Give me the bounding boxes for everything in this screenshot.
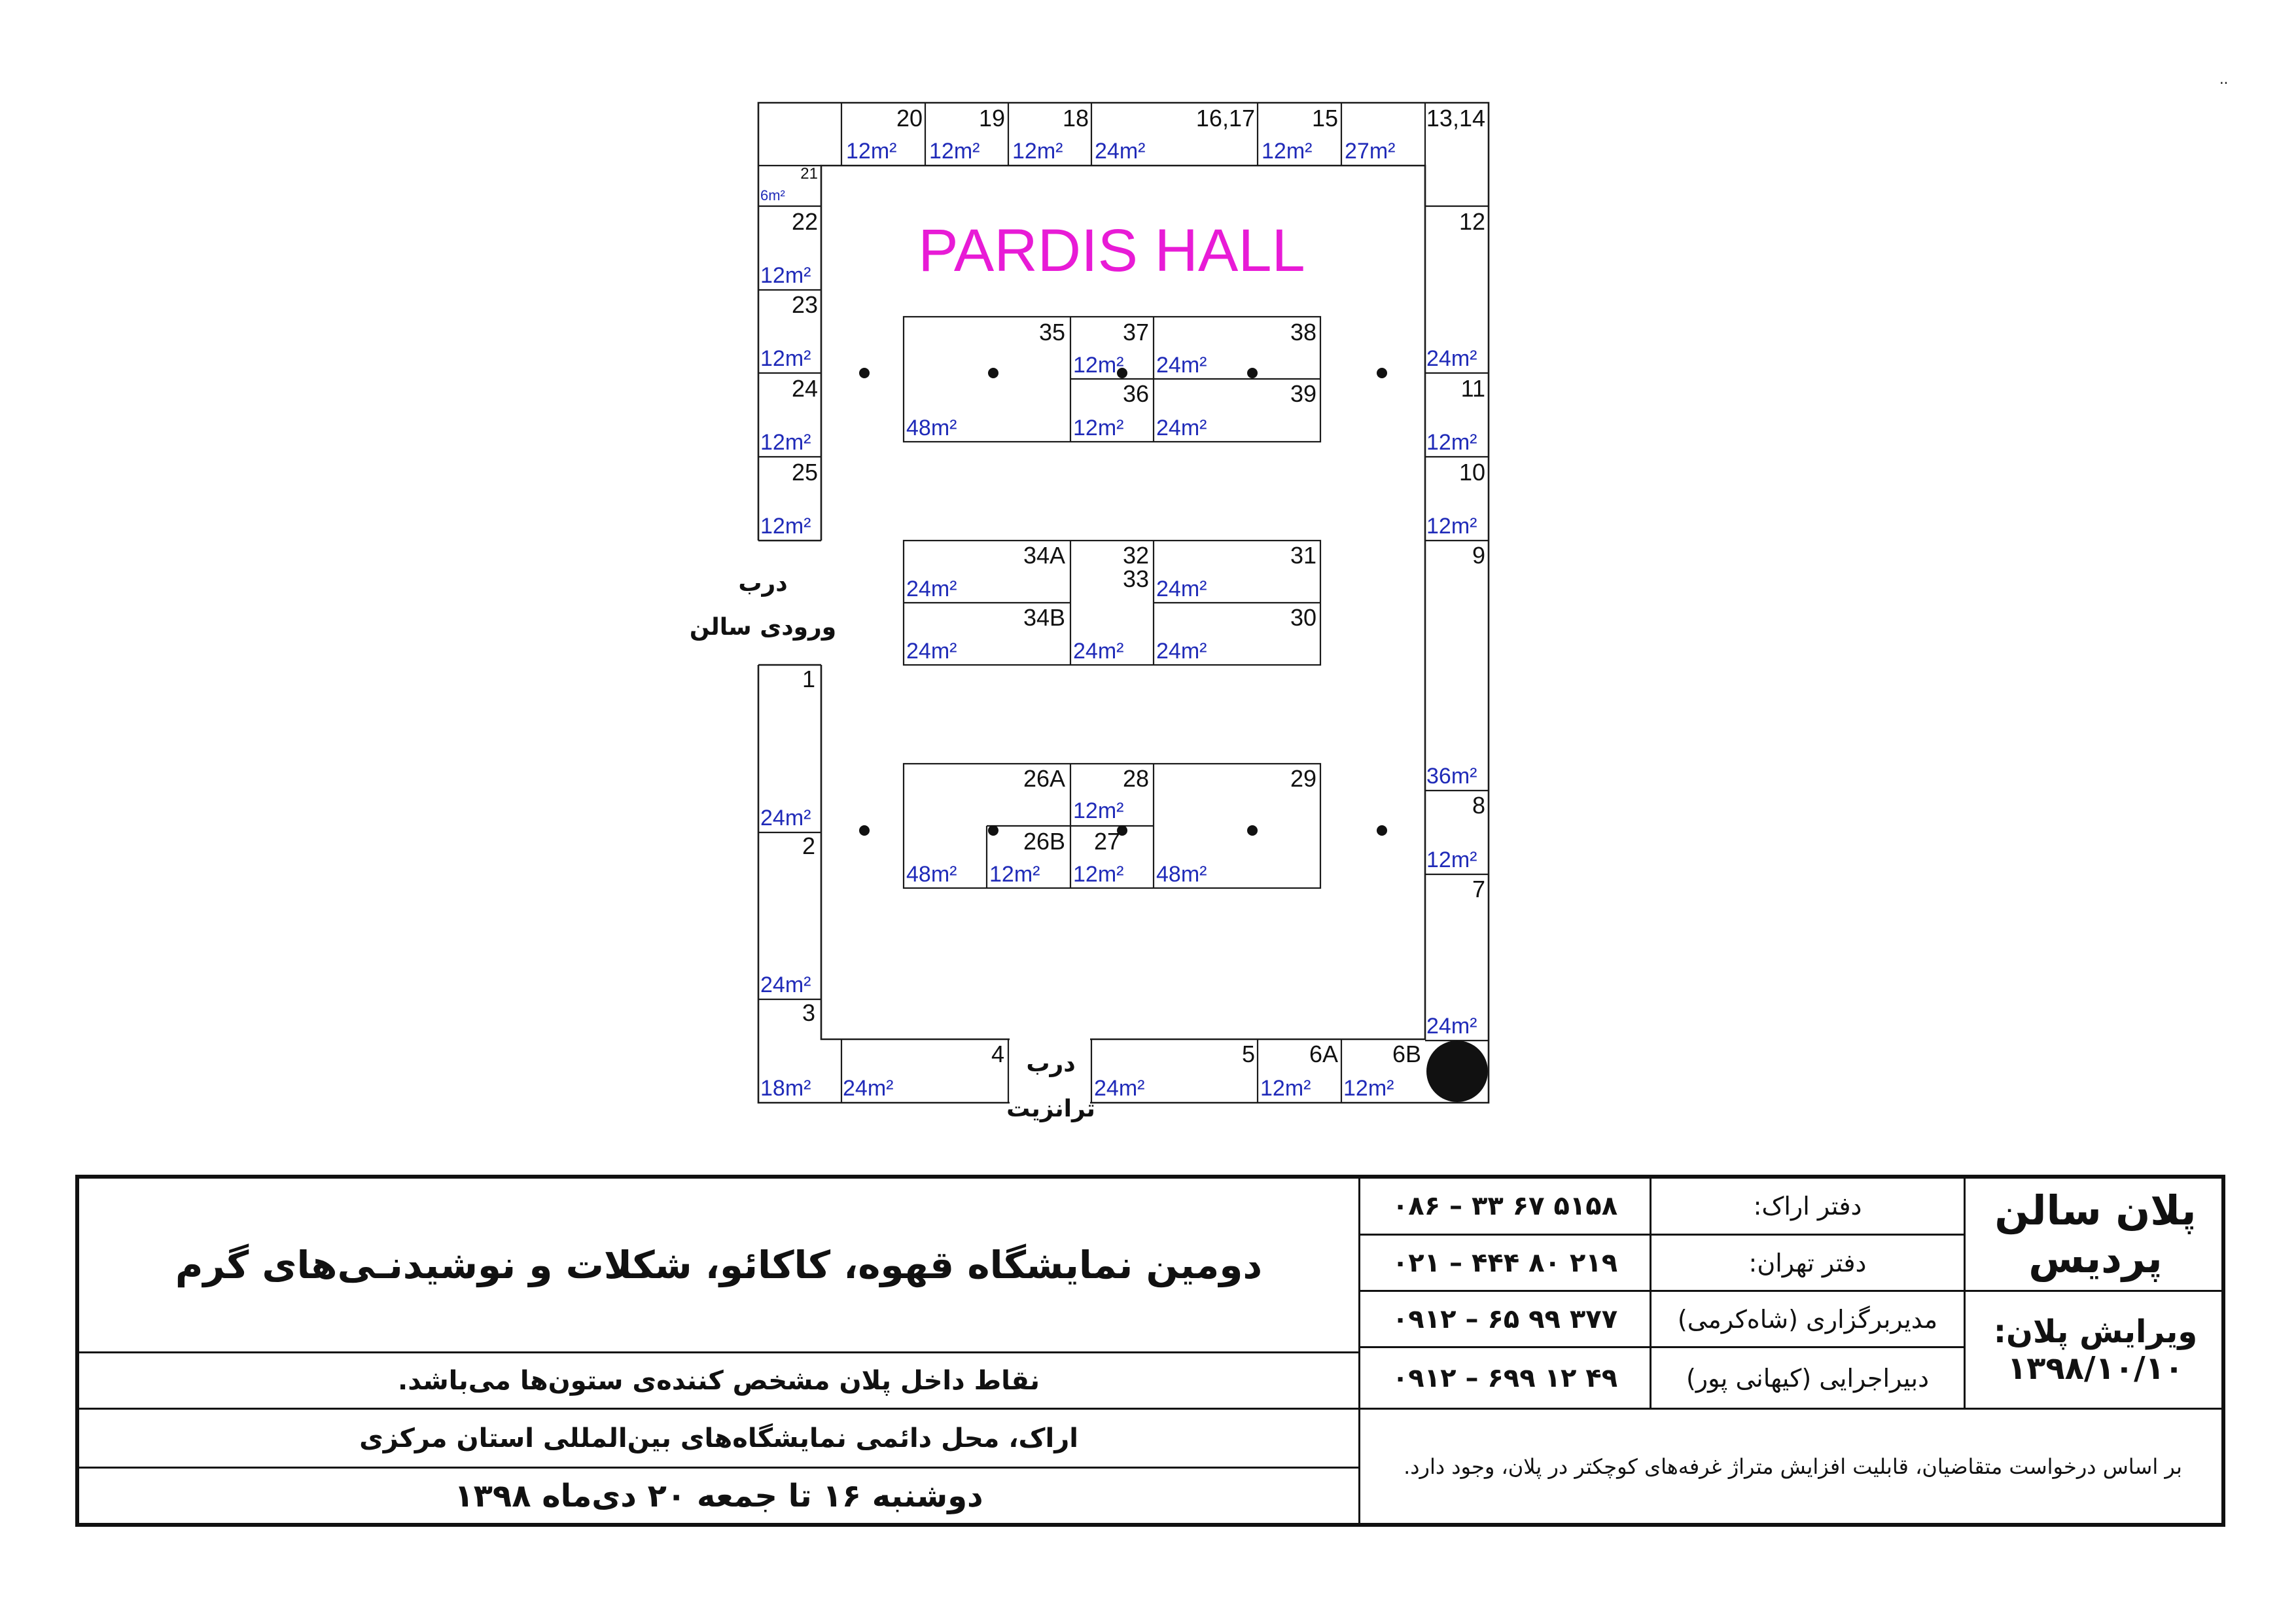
booth-area: 24m² [1073,639,1124,664]
booth-area: 12m² [989,862,1040,887]
booth-number: 20 [896,105,923,132]
expansion-note: بر اساس درخواست متقاضیان، قابلیت افزایش متراژ غرفه‌های کوچکتر در پلان، وجود دارد. [1404,1454,2182,1479]
booth-area: 12m² [1260,1076,1311,1101]
booth-area: 24m² [1426,346,1477,371]
booth-area: 12m² [1073,798,1124,823]
booth-area: 12m² [1012,139,1063,164]
booth-area: 12m² [1073,416,1124,440]
booth-area: 12m² [760,263,811,288]
corner-mark: .. [2219,70,2229,88]
svg-text:ترانزیت: ترانزیت [1006,1096,1095,1122]
booth-number: 21 [800,165,818,183]
booth-number: 10 [1458,459,1485,486]
booth-area: 12m² [1426,430,1477,455]
booth-number: 26B [1023,828,1065,855]
booth-number: 38 [1290,319,1316,346]
contact-label: دبیراجرایی (کیهانی پور) [1686,1363,1930,1393]
booth-area: 48m² [906,416,957,440]
booth-area: 36m² [1426,764,1477,789]
booth-area: 24m² [1095,139,1146,164]
booth-area: 24m² [1156,353,1207,378]
booth-area: 12m² [1343,1076,1394,1101]
booth-number: 23 [791,291,818,318]
booth-area: 24m² [843,1076,894,1101]
svg-text:درب: درب [1026,1050,1076,1077]
contact-phone: ۰۸۶ – ۳۳ ۶۷ ۵۱۵۸ [1392,1191,1618,1221]
booth-area: 24m² [906,639,957,664]
plan-title-line2: پردیس [2028,1234,2163,1282]
contact-phone: ۰۲۱ – ۴۴۴ ۸۰ ۲۱۹ [1392,1247,1618,1278]
columns-note: نقاط داخل پلان مشخص کننده‌ی ستون‌ها می‌باشد. [398,1365,1040,1396]
booth-area: 24m² [760,972,811,997]
top-row-labels [846,105,1485,164]
booth-number: 19 [978,105,1005,132]
booth-number: 16,17 [1195,105,1255,132]
booth-number: 1 [802,666,815,692]
booth-number: 13,14 [1426,105,1485,132]
exhibition-name: دومین نمایشگاه قهوه، کاکائو، شکلات و نوشیدنـی‌های گرم [175,1243,1263,1287]
booth-number: 24 [791,375,818,402]
booth-number: 36 [1122,380,1149,407]
booth-number: 34B [1023,604,1065,631]
svg-text:درب: درب [738,570,788,597]
booth-number: 26A [1023,765,1065,792]
plan-title [1966,1179,2225,1290]
booth-number: 22 [791,208,818,235]
booth-number: 39 [1290,380,1316,407]
booth-area: 12m² [1426,847,1477,872]
booth-number: 15 [1311,105,1338,132]
booth-area: 6m² [760,187,785,204]
booth-number: 2 [802,832,815,859]
contact-label: دفتر تهران: [1748,1248,1867,1277]
venue: اراک، محل دائمی نمایشگاه‌های بین‌المللی استان مرکزی [359,1423,1078,1454]
entrance-door-label [690,570,836,641]
booth-area: 12m² [1262,139,1313,164]
booth-number: 4 [991,1041,1004,1067]
booth-area: 24m² [1156,577,1207,601]
booth-area: 48m² [906,862,957,887]
booth-area: 12m² [760,430,811,455]
booth-area: 24m² [1156,416,1207,440]
booth-area: 12m² [760,514,811,539]
booth-number: 11 [1460,375,1485,402]
booth-area: 48m² [1156,862,1207,887]
booth-number: 6B [1392,1041,1421,1067]
booth-area: 27m² [1345,139,1396,164]
booth-area: 12m² [846,139,897,164]
booth-area: 12m² [1426,514,1477,539]
right-column-labels [1426,208,1485,1039]
bottom-row-labels [843,1041,1421,1101]
hall-title: PARDIS HALL [918,217,1305,284]
column-markers [859,368,1488,1102]
booth-area: 12m² [1073,353,1124,378]
booth-number: 32 [1122,542,1149,569]
large-column-marker [1426,1041,1488,1102]
booth-number: 34A [1023,542,1065,569]
contact-phone: ۰۹۱۲ – ۶۵ ۹۹ ۳۷۷ [1392,1304,1618,1334]
booth-area: 12m² [929,139,980,164]
booth-area: 12m² [760,346,811,371]
edition-label: ویرایش پلان: [1993,1313,2198,1350]
booth-number: 12 [1458,208,1485,235]
booth-number: 27 [1093,828,1120,855]
exhibition-dates: دوشنبه ۱۶ تا جمعه ۲۰ دی‌ماه ۱۳۹۸ [454,1477,983,1514]
plan-title-line1: پلان سالن [1994,1186,2197,1234]
booth-number: 37 [1122,319,1149,346]
booth-number: 5 [1241,1041,1255,1067]
transit-door-label [1006,1050,1095,1122]
contact-label: مدیربرگزاری (شاه‌کرمی) [1677,1304,1938,1334]
booth-area: 24m² [1426,1014,1477,1039]
booth-number: 30 [1290,604,1316,631]
right-booth-dividers [1425,206,1489,1041]
contact-label: دفتر اراک: [1753,1192,1862,1221]
booth-number: 9 [1472,542,1485,569]
booth-number: 31 [1290,542,1316,569]
plan-edition [1966,1292,2225,1408]
booth-number: 33 [1122,565,1149,592]
booth-number: 6A [1309,1041,1338,1067]
booth-number: 3 [802,999,815,1026]
booth-number: 7 [1472,876,1485,902]
booth-number: 25 [791,459,818,486]
booth-area: 24m² [906,577,957,601]
contact-phone: ۰۹۱۲ – ۶۹۹ ۱۲ ۴۹ [1392,1363,1618,1393]
booth-number: 18 [1062,105,1089,132]
title-block [75,1175,2225,1527]
booth-number: 28 [1122,765,1149,792]
booth-number: 29 [1290,765,1316,792]
booth-area: 12m² [1073,862,1124,887]
booth-area: 24m² [1094,1076,1145,1101]
svg-text:ورودی سالن: ورودی سالن [689,614,837,641]
edition-date: ۱۳۹۸/۱۰/۱۰ [2007,1349,2184,1387]
booth-number: 35 [1038,319,1065,346]
booth-area: 18m² [760,1076,811,1101]
booth-area: 24m² [760,806,811,830]
booth-area: 24m² [1156,639,1207,664]
booth-number: 8 [1472,792,1485,819]
